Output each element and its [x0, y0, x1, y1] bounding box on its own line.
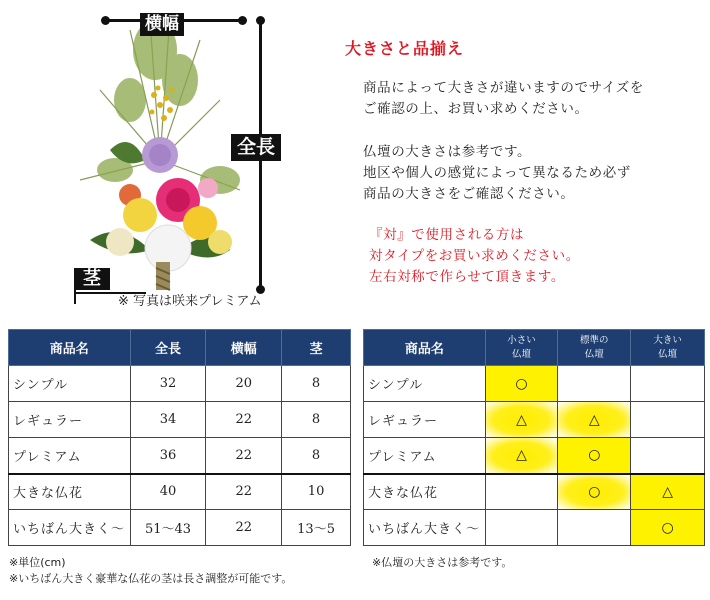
- flower-arrangement-image: [60, 10, 260, 295]
- standard-altar-fit: ○: [558, 438, 631, 474]
- header-line: 小さい: [507, 334, 536, 346]
- width-label: 横幅: [140, 13, 184, 36]
- product-name: シンプル: [364, 366, 486, 402]
- stem-value: 8: [282, 438, 351, 474]
- paragraph-line: 地区や個人の感覚によって異なるため必ず: [363, 165, 631, 181]
- header-line: 大きい: [653, 334, 682, 346]
- standard-altar-fit: [558, 366, 631, 402]
- col-header-length: 全長: [130, 330, 206, 366]
- stem-dimension-tick: [74, 290, 76, 304]
- width-value: 20: [206, 366, 282, 402]
- size-table: [8, 329, 351, 546]
- table-row: [364, 510, 705, 546]
- small-altar-fit: ○: [485, 366, 558, 402]
- photo-note: ※ 写真は咲来プレミアム: [118, 294, 262, 309]
- standard-altar-fit: ○: [558, 474, 631, 510]
- table-header-row: [364, 330, 705, 366]
- stem-value: 13〜5: [282, 510, 351, 546]
- table-row: [364, 402, 705, 438]
- col-header-width: 横幅: [206, 330, 282, 366]
- product-name: プレミアム: [9, 438, 131, 474]
- product-name: いちばん大きく〜: [364, 510, 486, 546]
- width-value: 22: [206, 510, 282, 546]
- altar-fit-table: [363, 329, 705, 546]
- small-altar-fit: △: [485, 438, 558, 474]
- product-name: レギュラー: [364, 402, 486, 438]
- width-value: 22: [206, 402, 282, 438]
- stem-value: 8: [282, 402, 351, 438]
- header-line: 標準の: [580, 334, 609, 346]
- altar-reference-note: ※仏壇の大きさは参考です。: [372, 556, 513, 569]
- product-name: 大きな仏花: [9, 474, 131, 510]
- product-name: プレミアム: [364, 438, 486, 474]
- stem-value: 8: [282, 366, 351, 402]
- size-diagram: [0, 0, 320, 310]
- pair-type-notice: [369, 225, 580, 288]
- col-header-name: 商品名: [364, 330, 486, 366]
- width-line-start-dot: [101, 16, 110, 25]
- table-row: [364, 438, 705, 474]
- size-check-paragraph: [363, 78, 644, 120]
- col-header-stem: 茎: [282, 330, 351, 366]
- small-altar-fit: △: [485, 402, 558, 438]
- unit-note: ※単位(cm): [9, 556, 66, 569]
- width-value: 22: [206, 474, 282, 510]
- header-line: 仏壇: [658, 348, 678, 360]
- paragraph-line: ご確認の上、お買い求めください。: [363, 101, 589, 117]
- product-name: レギュラー: [9, 402, 131, 438]
- col-header-small-altar: [485, 330, 558, 366]
- paragraph-line: 商品の大きさをご確認ください。: [363, 186, 575, 202]
- table-row: [9, 402, 351, 438]
- stem-value: 10: [282, 474, 351, 510]
- length-value: 32: [130, 366, 206, 402]
- header-line: 仏壇: [512, 348, 532, 360]
- length-value: 34: [130, 402, 206, 438]
- notice-line: 対タイプをお買い求めください。: [369, 248, 580, 264]
- length-value: 51〜43: [130, 510, 206, 546]
- small-altar-fit: [485, 510, 558, 546]
- stem-adjust-note: ※いちばん大きく豪華な仏花の茎は長さ調整が可能です。: [9, 572, 293, 585]
- table-row: [9, 438, 351, 474]
- table-row: [364, 474, 705, 510]
- large-altar-fit: [631, 438, 705, 474]
- header-line: 仏壇: [584, 348, 604, 360]
- width-line-end-dot: [238, 16, 247, 25]
- table-row: [9, 510, 351, 546]
- width-value: 22: [206, 438, 282, 474]
- paragraph-line: 商品によって大きさが違いますのでサイズを: [363, 80, 644, 96]
- notice-line: 左右対称で作らせて頂きます。: [369, 269, 565, 285]
- col-header-name: 商品名: [9, 330, 131, 366]
- length-value: 36: [130, 438, 206, 474]
- col-header-large-altar: [631, 330, 705, 366]
- table-header-row: [9, 330, 351, 366]
- col-header-standard-altar: [558, 330, 631, 366]
- altar-reference-paragraph: [363, 142, 631, 205]
- stem-label: 茎: [74, 268, 110, 290]
- size-lineup-title: 大きさと品揃え: [345, 39, 465, 58]
- large-altar-fit: [631, 366, 705, 402]
- length-label: 全長: [231, 134, 281, 161]
- large-altar-fit: △: [631, 474, 705, 510]
- table-row: [9, 366, 351, 402]
- standard-altar-fit: △: [558, 402, 631, 438]
- product-name: いちばん大きく〜: [9, 510, 131, 546]
- small-altar-fit: [485, 474, 558, 510]
- large-altar-fit: [631, 402, 705, 438]
- length-line-start-dot: [256, 16, 265, 25]
- standard-altar-fit: [558, 510, 631, 546]
- table-row: [364, 366, 705, 402]
- large-altar-fit: ○: [631, 510, 705, 546]
- length-value: 40: [130, 474, 206, 510]
- paragraph-line: 仏壇の大きさは参考です。: [363, 144, 532, 160]
- product-name: 大きな仏花: [364, 474, 486, 510]
- product-name: シンプル: [9, 366, 131, 402]
- notice-line: 『対』で使用される方は: [369, 227, 525, 243]
- table-row: [9, 474, 351, 510]
